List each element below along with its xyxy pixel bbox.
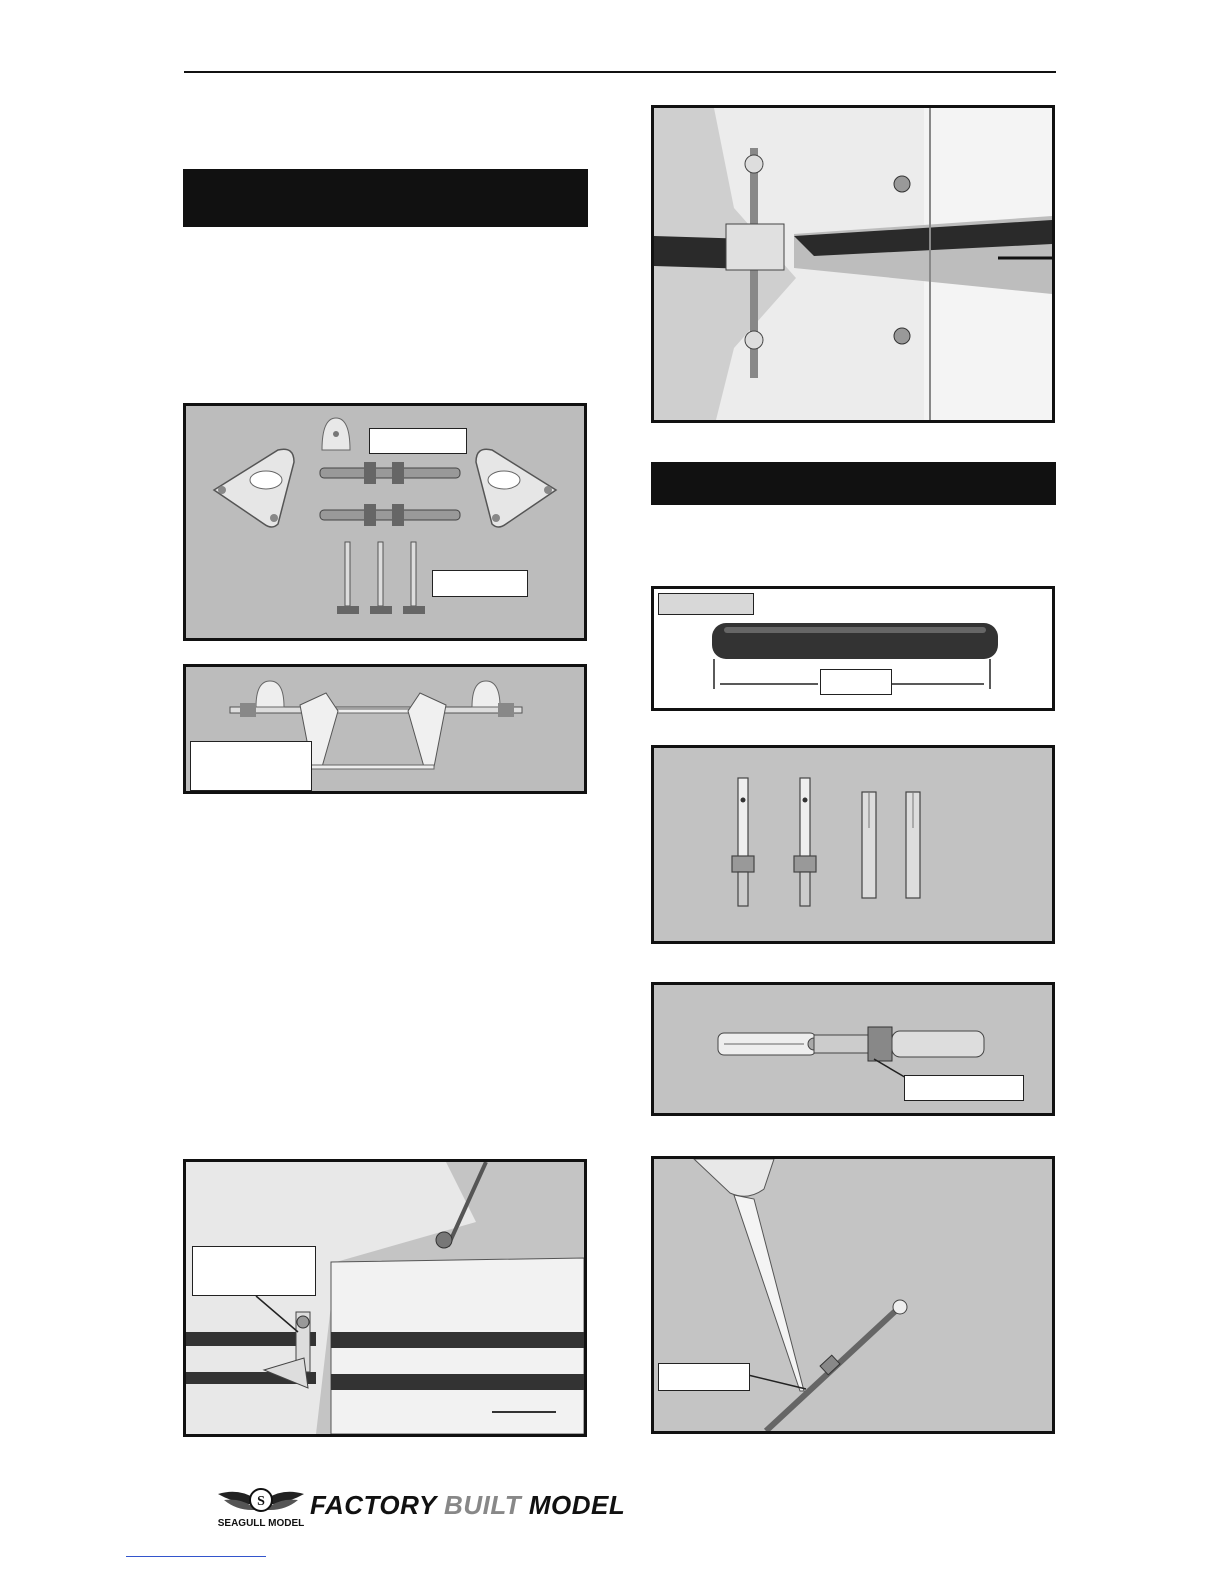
- photo-gear-installed: [183, 1159, 587, 1437]
- photo-label-box: [190, 741, 312, 791]
- brand-highlight: BUILT: [444, 1490, 522, 1520]
- photo-label-box: [904, 1075, 1024, 1101]
- photo-landing-gear-parts: [183, 403, 587, 641]
- brand-wordmark: [310, 1490, 625, 1521]
- photo-tube: [651, 586, 1055, 711]
- photo-glue-application: [651, 1156, 1055, 1434]
- photo-label-box: [432, 570, 528, 597]
- footer-link-underline[interactable]: [126, 1556, 266, 1557]
- photo-label-box: [369, 428, 467, 454]
- photo-clevis-parts: [651, 745, 1055, 944]
- logo-mark-letter: S: [257, 1494, 265, 1509]
- header-rule: [184, 71, 1056, 73]
- photo-tailwheel-view: [651, 105, 1055, 423]
- photo-label-box: [192, 1246, 316, 1296]
- brand-suffix: MODEL: [521, 1490, 626, 1520]
- logo-sub-text: SEAGULL MODEL: [217, 1518, 305, 1529]
- section-heading-bar-right: [651, 462, 1056, 505]
- photo-label-box: [658, 1363, 750, 1391]
- gear-installed-illustration: [186, 1162, 584, 1434]
- seagull-logo-icon: [214, 1480, 308, 1530]
- tailwheel-view-illustration: [654, 108, 1052, 420]
- clevis-parts-illustration: [654, 748, 1052, 941]
- photo-clevis-assembly: [651, 982, 1055, 1116]
- photo-label-box: [820, 669, 892, 695]
- photo-gear-assembly: [183, 664, 587, 794]
- brand-prefix: FACTORY: [310, 1490, 445, 1520]
- photo-label-box: [658, 593, 754, 615]
- section-heading-bar-left: [183, 169, 588, 227]
